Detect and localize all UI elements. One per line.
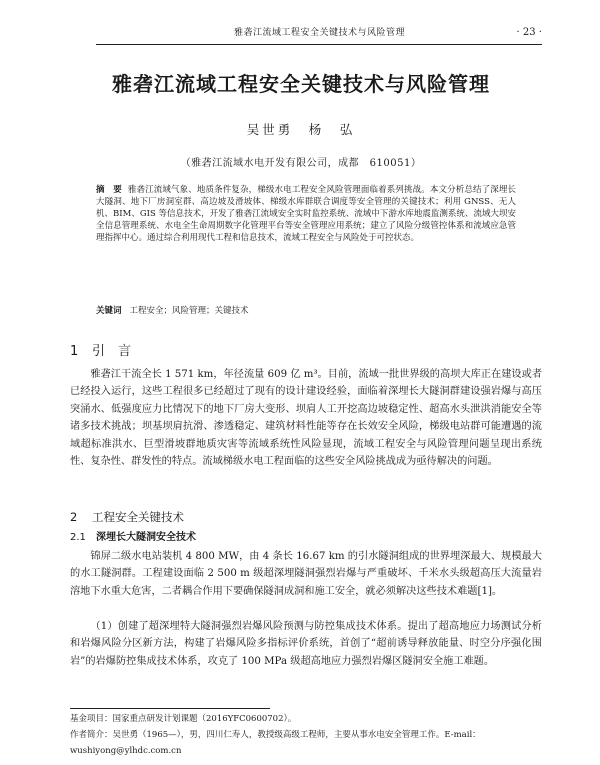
footnote-divider bbox=[70, 708, 270, 709]
abstract-text: 雅砻江流域气象、地质条件复杂，梯级水电工程安全风险管理面临着系列挑战。本文分析总结了深埋长大隧洞、地下厂房洞室群、高边坡及滑坡体、梯级水库群联合调度等安全管理的关键技术；利用 GNSS、无人机、BIM、GIS 等信息技术，开发了雅砻江流域安全实时监控系统、流域中下游水库地震监测系统、流域大坝安全信息管理系统、水电全生命周期数字化管理平台等安全管理应用系统；建立了风险分级管控体系和流域应急管理指挥中心。通过综合利用现代工程和信息技术，流域工程安全与风险处于可控状态。 bbox=[96, 185, 516, 243]
subsection-title: 深埋长大隧洞安全技术 bbox=[96, 532, 196, 543]
introduction-paragraph: 雅砻江干流全长 1 571 km，年径流量 609 亿 m³。目前，流域一批世界级的高坝大库正在建设或者已经投入运行，这些工程很多已经超过了现有的设计建设经验，面临着深埋长大隧洞群建设强岩爆与高压突涌水、低强度应力比情况下的地下厂房大变形、坝肩人工开挖高边坡稳定性、超高水头泄洪消能安全等诸多技术挑战；坝基坝肩抗滑、渗透稳定、建筑材料性能等存在长效安全风险，梯级电站群可能遭遇的流域超标准洪水、巨型滑坡群地质灾害等流域系统性风险显现，流域工程安全与风险管理问题呈现出系统性、复杂性、群发性的特点。流域梯级水电工程面临的这些安全风险挑战成为亟待解决的问题。 bbox=[70, 369, 542, 468]
tunnel-paragraph-2: （1）创建了超深埋特大隧洞强烈岩爆风险预测与防控集成技术体系。提出了超高地应力场测试分析和岩爆风险分区新方法，构建了岩爆风险多指标评价系统，首创了“超前诱导释放能量、时空分序强化围岩”的岩爆防控集成技术体系，攻克了 100 MPa 级超高地应力强烈岩爆区隧洞安全施工难题。 bbox=[70, 621, 542, 667]
section-title: 引 言 bbox=[92, 344, 132, 359]
section-number: 2 bbox=[70, 510, 78, 524]
section-title: 工程安全关键技术 bbox=[92, 510, 184, 524]
running-head-title: 雅砻江流域工程安全关键技术与风险管理 bbox=[234, 28, 406, 38]
keywords bbox=[96, 305, 516, 317]
running-head bbox=[96, 24, 542, 45]
section-number: 1 bbox=[70, 344, 79, 359]
subsection-number: 2.1 bbox=[70, 532, 86, 543]
section-heading-introduction bbox=[70, 343, 131, 361]
abstract bbox=[96, 185, 516, 245]
footnote-funding: 基金项目：国家重点研发计划课题（2016YFC0600702）。 bbox=[70, 714, 297, 724]
article-authors: 吴世勇 杨 弘 bbox=[246, 122, 356, 137]
abstract-label: 摘 要 bbox=[96, 185, 122, 195]
footnote-email[interactable]: wushiyong@ylhdc.com.cn bbox=[70, 746, 182, 756]
article-title: 雅砻江流域工程安全关键技术与风险管理 bbox=[112, 72, 490, 96]
page-number: · 23 · bbox=[516, 27, 542, 38]
subsection-heading-tunnel-safety bbox=[70, 531, 196, 545]
tunnel-paragraph-1: 锦屏二级水电站装机 4 800 MW，由 4 条长 16.67 km 的引水隧洞组成的世界埋深最大、规模最大的水工隧洞群。工程建设面临 2 500 m 级超深埋隧洞强烈岩爆与严重破坏、千米水头级超高压大流量岩溶地下水重大危害，二者耦合作用下要确保隧洞成洞和施工安全，就必须解决这些技术难题[1]。 bbox=[70, 551, 542, 597]
footnotes bbox=[70, 711, 542, 759]
keywords-label: 关键词 bbox=[96, 306, 122, 316]
article-affiliation: （雅砻江流域水电开发有限公司，成都 610051） bbox=[180, 158, 422, 169]
section-heading-key-technologies bbox=[70, 508, 184, 526]
keywords-text: 工程安全；风险管理；关键技术 bbox=[129, 306, 249, 316]
footnote-author-bio: 作者简介：吴世勇（1965—），男，四川仁寿人，教授级高级工程师，主要从事水电安全管理工作。E-mail： bbox=[70, 730, 481, 740]
